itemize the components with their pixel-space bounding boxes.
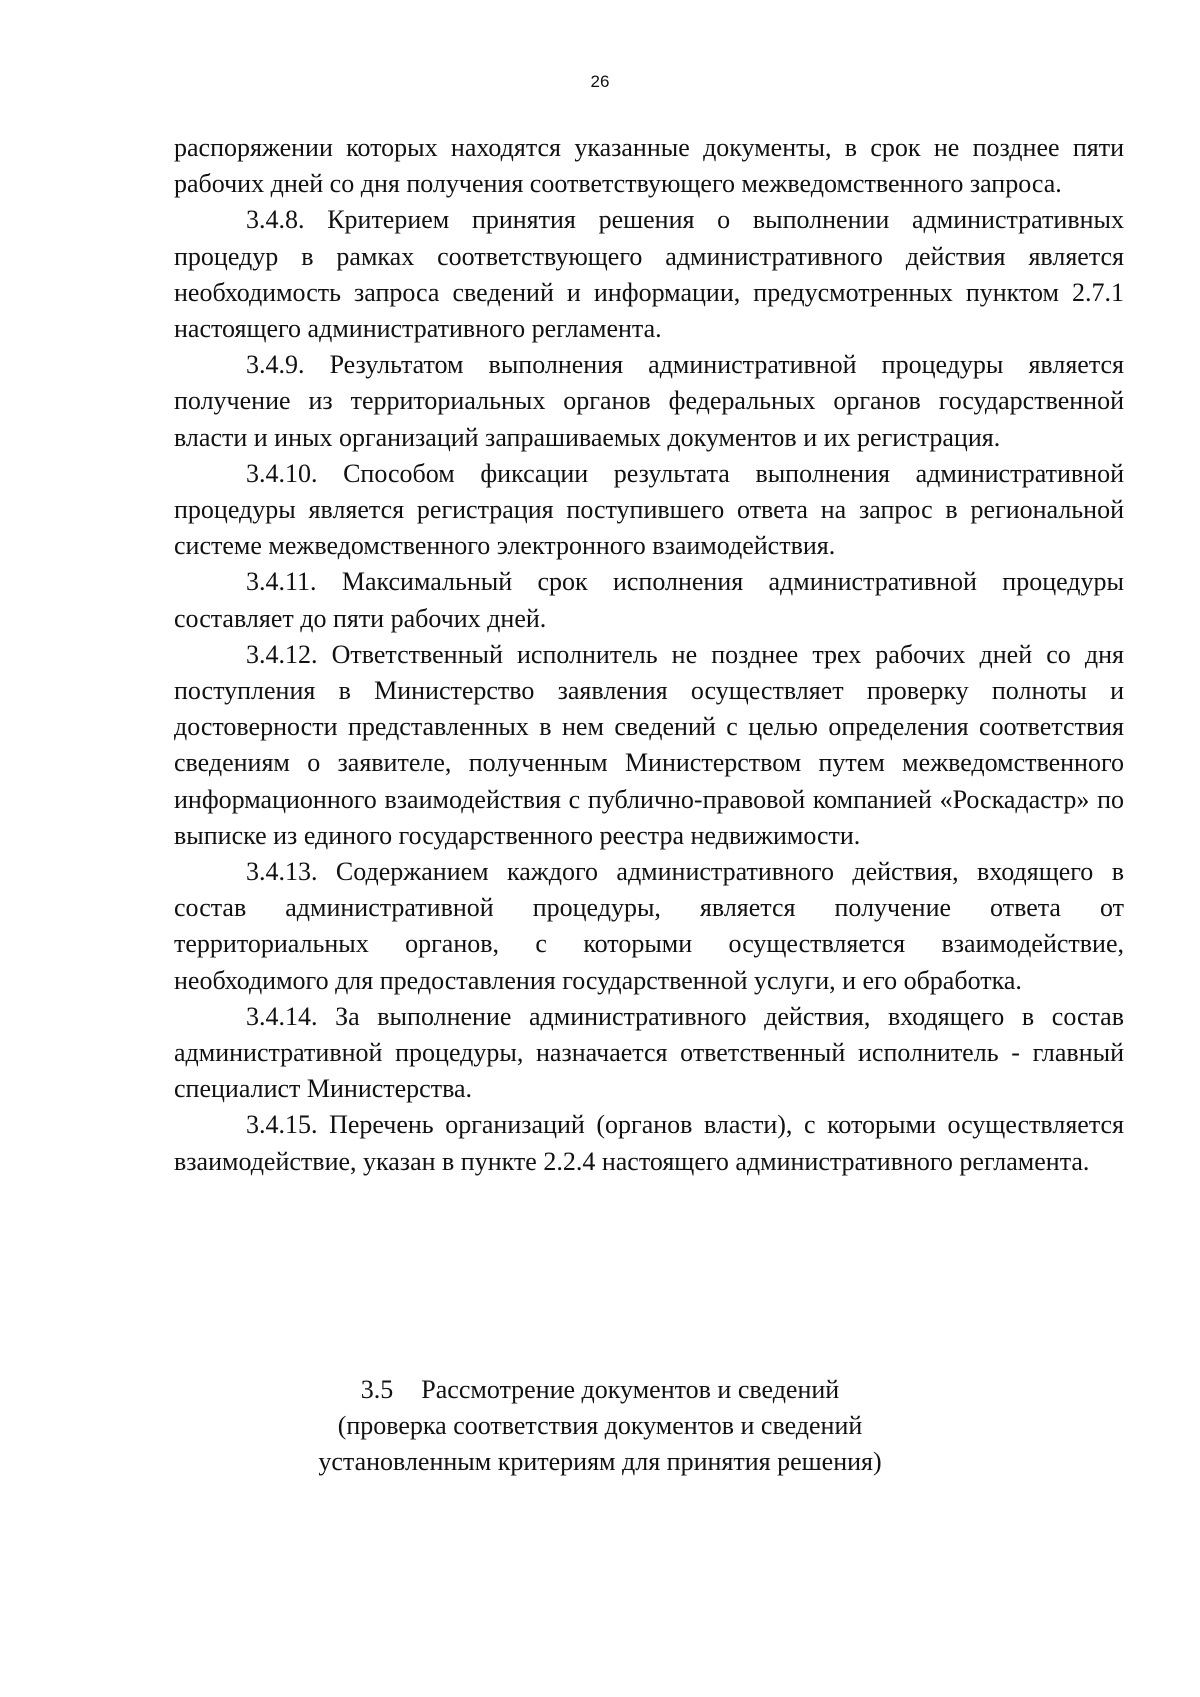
section-subtitle-line-2: установленным критериям для принятия решения) (318, 1447, 882, 1476)
paragraph-3-4-14: 3.4.14. За выполнение административного действия, входящего в состав административной процедуры, назначается ответственный исполнитель - главный специалист Министерства. (174, 1001, 1124, 1104)
paragraph-3-4-13: 3.4.13. Содержанием каждого административного действия, входящего в состав административной процедуры, является получение ответа от территориальных органов, с которыми осуществляется взаимодействие, необходимого для предоставления государственной услуги, и его обработка. (174, 857, 1124, 995)
paragraph-3-4-11: 3.4.11. Максимальный срок исполнения административной процедуры составляет до пяти рабочих дней. (174, 567, 1124, 633)
document-body (174, 130, 1124, 1180)
section-subtitle-line-1: (проверка соответствия документов и сведений (337, 1411, 863, 1440)
section-number: 3.5 (360, 1375, 394, 1404)
section-title: Рассмотрение документов и сведений (421, 1375, 840, 1404)
paragraph-3-4-12: 3.4.12. Ответственный исполнитель не позднее трех рабочих дней со дня поступления в Министерство заявления осуществляет проверку полноты и достоверности представленных в нем сведений с целью определения соответствия сведениям о заявителе, полученным Министерством путем межведомственного информационного взаимодействия с публично-правовой компанией «Роскадастр» по выписке из единого государственного реестра недвижимости. (174, 639, 1124, 850)
paragraph-continuation: распоряжении которых находятся указанные документы, в срок не позднее пяти рабочих дней со дня получения соответствующего межведомственного запроса. (174, 133, 1124, 199)
paragraph-3-4-8: 3.4.8. Критерием принятия решения о выполнении административных процедур в рамках соответствующего административного действия является необходимость запроса сведений и информации, предусмотренных пунктом 2.7.1 настоящего административного регламента. (174, 205, 1124, 344)
paragraph-3-4-9: 3.4.9. Результатом выполнения административной процедуры является получение из территориальных органов федеральных органов государственной власти и иных организаций запрашиваемых документов и их регистрация. (174, 350, 1124, 452)
paragraph-3-4-15: 3.4.15. Перечень организаций (органов власти), с которыми осуществляется взаимодействие, указан в пункте 2.2.4 настоящего административного регламента. (174, 1110, 1124, 1176)
section-heading (0, 1372, 1200, 1480)
section-title-line (0, 1372, 1200, 1408)
page-number: 26 (590, 72, 610, 91)
paragraph-3-4-10: 3.4.10. Способом фиксации результата выполнения административной процедуры является регистрация поступившего ответа на запрос в региональной системе межведомственного электронного взаимодействия. (174, 458, 1124, 561)
